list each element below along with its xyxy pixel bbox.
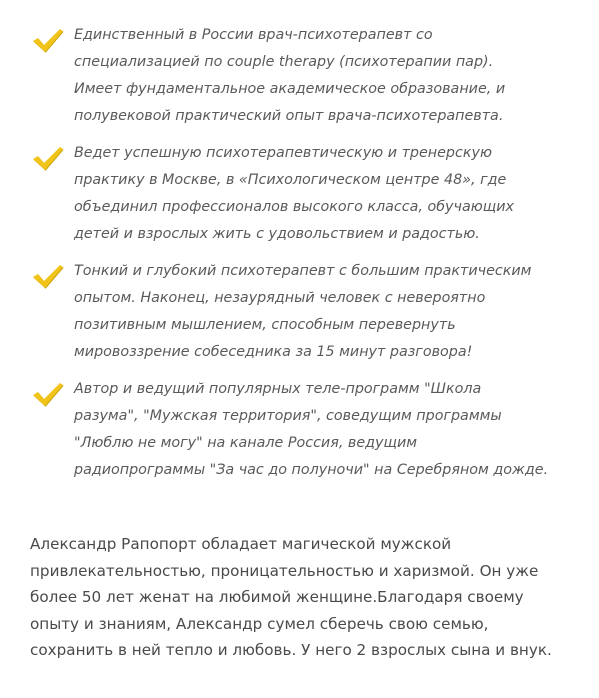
list-item-line: полувековой практический опыт врача-психотерапевта. [74,108,504,124]
checkmark-icon [30,144,64,172]
paragraph-line: более 50 лет женат на любимой женщине.Благодаря своему [30,588,524,606]
list-item-line: детей и взрослых жить с удовольствием и радостью. [74,226,480,242]
list-item-line: Автор и ведущий популярных теле-программ "Школа [74,381,482,397]
list-item-line: Ведет успешную психотерапевтическую и тренерскую [74,145,492,161]
list-item-line: Имеет фундаментальное академическое образование, и [74,81,506,97]
list-item-line: "Люблю не могу" на канале Россия, ведущим [74,435,418,451]
list-item [0,22,599,130]
list-item [0,140,599,248]
list-item [0,376,599,484]
list-item-line: практику в Москве, в «Психологическом центре 48», где [74,172,507,188]
achievements-list [0,22,599,484]
list-item-line: Тонкий и глубокий психотерапевт с большим практическим [74,263,532,279]
list-item-line: объединил профессионалов высокого класса, обучающих [74,199,514,215]
checkmark-icon [30,262,64,290]
list-item-line: опытом. Наконец, незаурядный человек с невероятно [74,290,486,306]
list-item [0,258,599,366]
paragraph-line: Александр Рапопорт обладает магической мужской [30,535,452,553]
list-item-line: разума", "Мужская территория", соведущим программы [74,408,502,424]
biography-paragraph [30,531,590,664]
paragraph-line: сохранить в ней тепло и любовь. У него 2 взрослых сына и внук. [30,641,552,659]
paragraph-line: привлекательностью, проницательностью и харизмой. Он уже [30,561,539,580]
list-item-line: Единственный в России врач-психотерапевт со [74,27,433,43]
checkmark-icon [30,26,64,54]
list-item-line: мировоззрение собеседника за 15 минут разговора! [74,344,473,360]
list-item-line: специализацией по couple therapy (психотерапии пар). [74,54,494,70]
list-item-line: позитивным мышлением, способным перевернуть [74,317,456,333]
list-item-line: радиопрограммы "За час до полуночи" на Серебряном дожде. [74,462,549,478]
checkmark-icon [30,380,64,408]
paragraph-line: опыту и знаниям, Александр сумел сберечь свою семью, [30,614,489,633]
